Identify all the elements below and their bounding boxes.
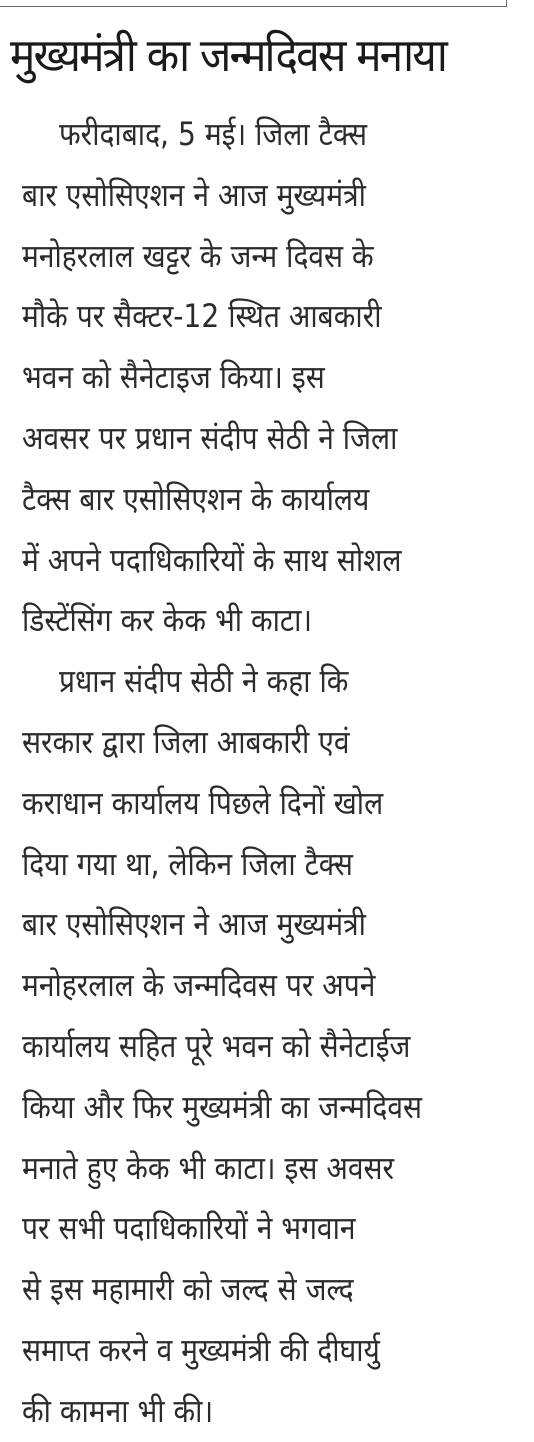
text-line: भवन को सैनेटाइज किया। इस (22, 358, 325, 397)
text-line: टैक्स बार एसोसिएशन के कार्यालय (22, 479, 370, 518)
text-line: मनाते हुए केक भी काटा। इस अवसर (22, 1148, 395, 1187)
text-line: कार्यालय सहित पूरे भवन को सैनेटाईज (22, 1026, 411, 1065)
text-line: प्रधान संदीप सेठी ने कहा कि (58, 662, 349, 701)
text-line: कराधान कार्यालय पिछले दिनों खोल (22, 783, 384, 822)
paragraph-1 (22, 104, 522, 651)
text-line: दिया गया था, लेकिन जिला टैक्स (22, 844, 353, 883)
text-line: बार एसोसिएशन ने आज मुख्यमंत्री (22, 905, 366, 944)
text-line: मनोहरलाल के जन्मदिवस पर अपने (22, 966, 376, 1005)
text-line: डिस्टेंसिंग कर केक भी काटा। (22, 601, 313, 640)
paragraph-2 (22, 651, 522, 1441)
headline: मुख्यमंत्री का जन्मदिवस मनाया (10, 28, 446, 82)
text-line: की कामना भी की। (22, 1391, 214, 1430)
text-line: पर सभी पदाधिकारियों ने भगवान (22, 1209, 356, 1248)
text-line: समाप्त करने व मुख्यमंत्री की दीघार्यु (22, 1330, 380, 1369)
text-line: मौके पर सैक्टर-12 स्थित आबकारी (22, 297, 382, 336)
text-line: फरीदाबाद, 5 मई। जिला टैक्स (58, 115, 368, 153)
article-body (22, 104, 522, 1442)
text-line: से इस महामारी को जल्द से जल्द (22, 1270, 354, 1309)
text-line: सरकार द्वारा जिला आबकारी एवं (22, 722, 350, 761)
text-line: में अपने पदाधिकारियों के साथ सोशल (22, 540, 402, 579)
text-line: अवसर पर प्रधान संदीप सेठी ने जिला (22, 418, 398, 457)
column-border-rule (506, 0, 507, 7)
text-line: किया और फिर मुख्यमंत्री का जन्मदिवस (22, 1087, 423, 1126)
text-line: बार एसोसिएशन ने आज मुख्यमंत्री (22, 175, 366, 214)
text-line: मनोहरलाल खट्टर के जन्म दिवस के (22, 236, 374, 275)
top-border-rule (0, 6, 506, 7)
